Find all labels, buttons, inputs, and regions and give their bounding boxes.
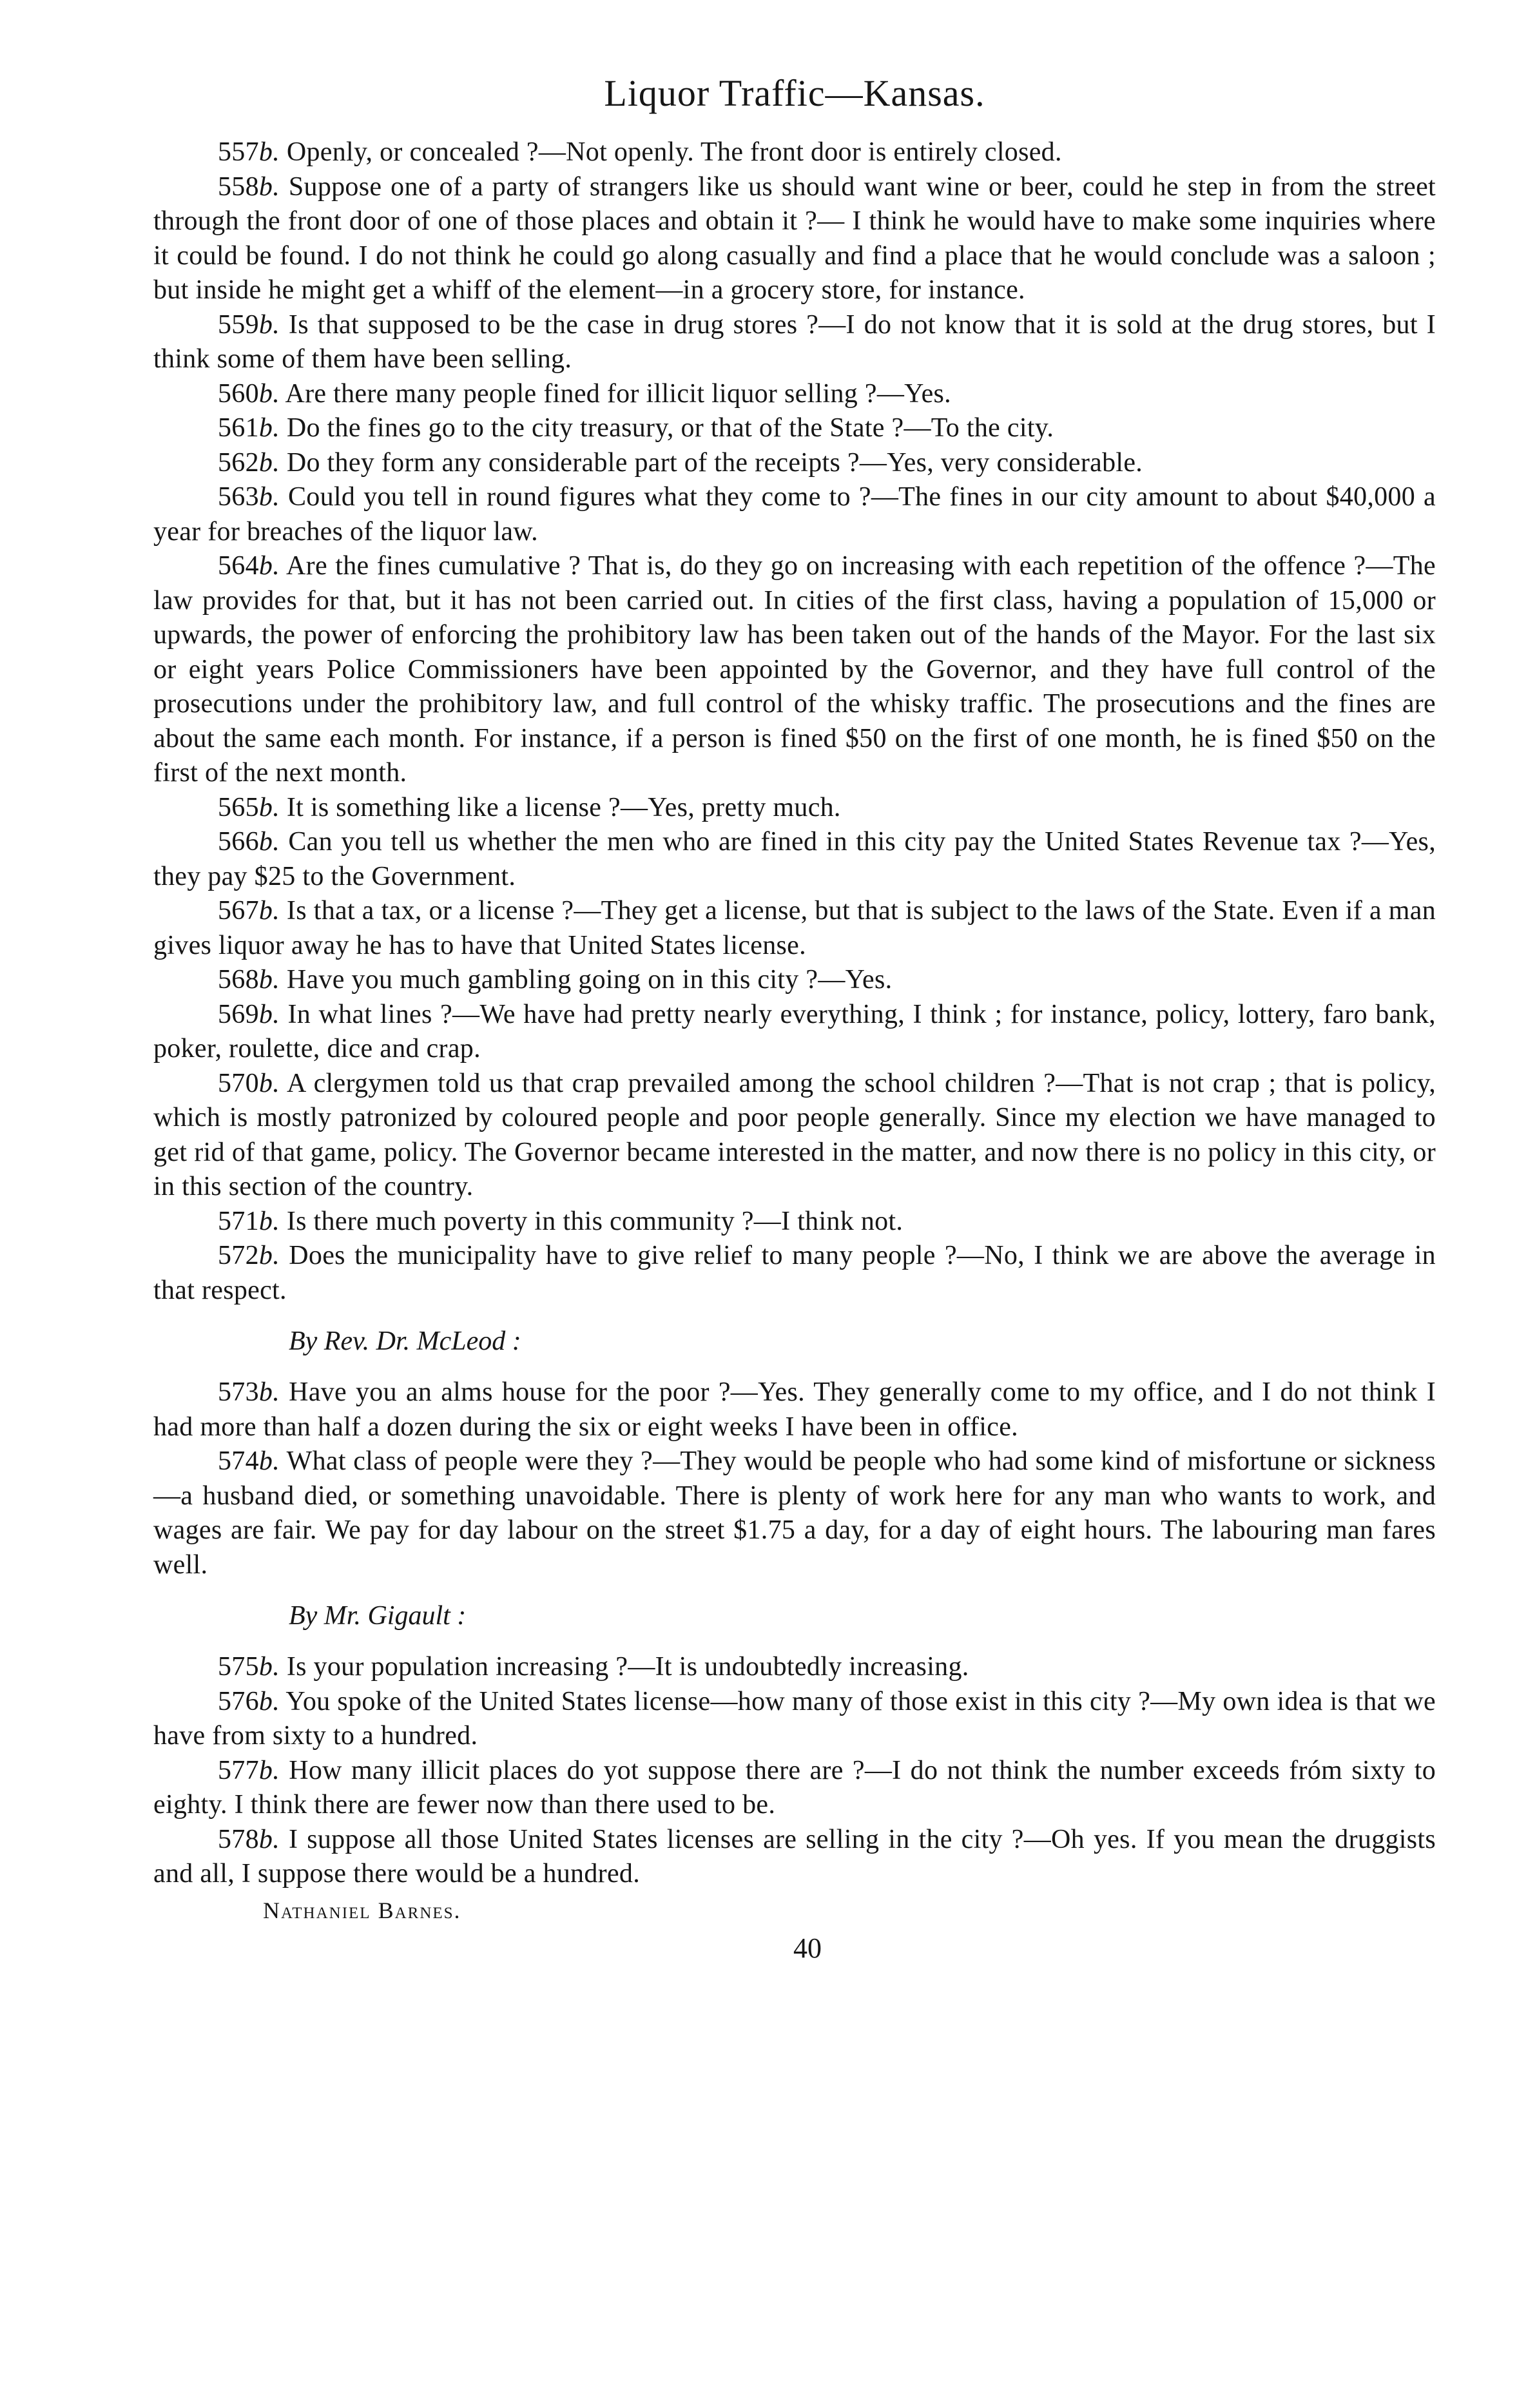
document-page bbox=[153, 71, 1436, 1966]
question-list-2 bbox=[153, 1375, 1436, 1582]
question-number: 559 bbox=[218, 309, 259, 340]
question-text: I suppose all those United States licenses are selling in the city ?—Oh yes. If you mean the druggists and all, I suppose there would be a hundred. bbox=[153, 1824, 1436, 1889]
question-paragraph bbox=[153, 1754, 1436, 1823]
question-number: 577 bbox=[218, 1755, 259, 1785]
question-text: Is your population increasing ?—It is undoubtedly increasing. bbox=[280, 1652, 969, 1682]
question-suffix: b. bbox=[258, 1755, 280, 1785]
question-number: 578 bbox=[218, 1824, 259, 1854]
question-paragraph bbox=[153, 377, 1436, 412]
question-number: 571 bbox=[218, 1206, 259, 1236]
question-paragraph bbox=[153, 825, 1436, 894]
question-suffix: b. bbox=[258, 309, 280, 340]
page-number: 40 bbox=[793, 1932, 822, 1964]
question-paragraph bbox=[153, 1685, 1436, 1754]
question-text: You spoke of the United States license—how many of those exist in this city ?—My own idea is that we have from sixty to a hundred. bbox=[153, 1686, 1436, 1751]
question-number: 572 bbox=[218, 1241, 259, 1270]
question-text: Can you tell us whether the men who are fined in this city pay the United States Revenue tax ?—Yes, they pay $25 to the Government. bbox=[153, 827, 1436, 891]
question-paragraph bbox=[153, 963, 1436, 998]
question-suffix: b. bbox=[258, 551, 280, 581]
question-suffix: b. bbox=[258, 1377, 280, 1407]
question-suffix: b. bbox=[258, 896, 280, 926]
question-number: 568 bbox=[218, 965, 259, 995]
question-number: 561 bbox=[218, 413, 259, 443]
question-text: Is that supposed to be the case in drug stores ?—I do not know that it is sold at the drug stores, but I think some of them have been selling. bbox=[153, 309, 1436, 374]
question-text: A clergymen told us that crap prevailed among the school children ?—That is not crap ; that is policy, which is mostly patronized by coloured people and poor people generally. Since my election we have managed to get rid of that game, policy. The Governor became interested in the matter, and now there is no policy in this city, or in this section of the country. bbox=[153, 1068, 1436, 1201]
question-text: Have you an alms house for the poor ?—Yes. They generally come to my office, and I do not think I had more than half a dozen during the six or eight weeks I have been in office. bbox=[153, 1377, 1436, 1442]
question-suffix: b. bbox=[258, 1652, 280, 1682]
question-suffix: b. bbox=[258, 1068, 280, 1098]
question-suffix: b. bbox=[258, 137, 280, 167]
question-suffix: b. bbox=[258, 1686, 280, 1716]
question-suffix: b. bbox=[258, 1206, 280, 1236]
question-text: Does the municipality have to give relief to many people ?—No, I think we are above the average in that respect. bbox=[153, 1241, 1436, 1305]
question-paragraph bbox=[153, 446, 1436, 481]
question-suffix: b. bbox=[258, 1446, 280, 1476]
question-paragraph bbox=[153, 791, 1436, 826]
question-suffix: b. bbox=[258, 1824, 280, 1854]
question-text: In what lines ?—We have had pretty nearly everything, I think ; for instance, policy, lottery, faro bank, poker, roulette, dice and crap. bbox=[153, 999, 1436, 1063]
question-number: 573 bbox=[218, 1377, 259, 1407]
question-paragraph bbox=[153, 1239, 1436, 1308]
question-suffix: b. bbox=[258, 447, 280, 478]
question-number: 560 bbox=[218, 378, 259, 409]
page-title: Liquor Traffic—Kansas. bbox=[604, 72, 985, 114]
question-text: Suppose one of a party of strangers like us should want wine or beer, could he step in from the street through the front door of one of those places and obtain it ?— I think he would have to make some inquiries where it could be found. I do not think he could go along casually and find a place that he would conclude was a saloon ; but inside he might get a whiff of the element—in a grocery store, for instance. bbox=[153, 171, 1436, 305]
question-paragraph bbox=[153, 411, 1436, 446]
question-number: 575 bbox=[218, 1652, 259, 1682]
question-suffix: b. bbox=[258, 171, 280, 202]
question-paragraph bbox=[153, 549, 1436, 791]
question-text: Openly, or concealed ?—Not openly. The front door is entirely closed. bbox=[280, 137, 1062, 167]
question-suffix: b. bbox=[258, 482, 280, 512]
question-number: 570 bbox=[218, 1068, 259, 1098]
question-number: 574 bbox=[218, 1446, 259, 1476]
question-paragraph bbox=[153, 1823, 1436, 1892]
question-number: 562 bbox=[218, 447, 259, 478]
section-heading-gigault: By Mr. Gigault : bbox=[289, 1601, 467, 1631]
question-paragraph bbox=[153, 170, 1436, 308]
question-text: Have you much gambling going on in this city ?—Yes. bbox=[280, 965, 893, 995]
question-suffix: b. bbox=[258, 792, 280, 822]
question-paragraph bbox=[153, 1444, 1436, 1582]
question-number: 558 bbox=[218, 171, 259, 202]
question-paragraph bbox=[153, 998, 1436, 1067]
question-suffix: b. bbox=[258, 1241, 280, 1270]
question-text: How many illicit places do yot suppose there are ?—I do not think the number exceeds fróm sixty to eighty. I think there are fewer now than there used to be. bbox=[153, 1755, 1436, 1820]
question-number: 563 bbox=[218, 482, 259, 512]
question-number: 566 bbox=[218, 827, 259, 857]
question-suffix: b. bbox=[258, 413, 280, 443]
question-text: Are the fines cumulative ? That is, do they go on increasing with each repetition of the offence ?—The law provides for that, but it has not been carried out. In cities of the first class, having a population of 15,000 or upwards, the power of enforcing the prohibitory law has been taken out of the hands of the Mayor. For the last six or eight years Police Commissioners have been appointed by the Governor, and they have full control of the prosecutions under the prohibitory law, and full control of the whisky traffic. The prosecutions and the fines are about the same each month. For instance, if a person is fined $50 on the first of one month, he is fined $50 on the first of the next month. bbox=[153, 551, 1436, 788]
question-text: What class of people were they ?—They would be people who had some kind of misfortune or sickness—a husband died, or something unavoidable. There is plenty of work here for any man who wants to work, and wages are fair. We pay for day labour on the street $1.75 a day, for a day of eight hours. The labouring man fares well. bbox=[153, 1446, 1436, 1580]
question-number: 565 bbox=[218, 792, 259, 822]
question-number: 567 bbox=[218, 896, 259, 926]
question-paragraph bbox=[153, 135, 1436, 170]
question-list-1 bbox=[153, 135, 1436, 1308]
question-paragraph bbox=[153, 1650, 1436, 1685]
question-paragraph bbox=[153, 1205, 1436, 1239]
question-number: 569 bbox=[218, 999, 259, 1029]
question-text: Could you tell in round figures what they come to ?—The fines in our city amount to about $40,000 a year for breaches of the liquor law. bbox=[153, 482, 1436, 547]
question-text: Is that a tax, or a license ?—They get a license, but that is subject to the laws of the State. Even if a man gives liquor away he has to have that United States license. bbox=[153, 896, 1436, 960]
question-paragraph bbox=[153, 308, 1436, 377]
question-paragraph bbox=[153, 1067, 1436, 1205]
section-heading-mcleod: By Rev. Dr. McLeod : bbox=[289, 1326, 521, 1356]
question-number: 557 bbox=[218, 137, 259, 167]
question-paragraph bbox=[153, 894, 1436, 963]
question-number: 576 bbox=[218, 1686, 259, 1716]
question-text: It is something like a license ?—Yes, pretty much. bbox=[280, 792, 841, 822]
question-text: Is there much poverty in this community ?—I think not. bbox=[280, 1206, 903, 1236]
question-suffix: b. bbox=[258, 999, 280, 1029]
question-number: 564 bbox=[218, 551, 259, 581]
witness-signature: Nathaniel Barnes. bbox=[263, 1897, 461, 1923]
question-suffix: b. bbox=[258, 827, 280, 857]
question-text: Are there many people fined for illicit liquor selling ?—Yes. bbox=[280, 378, 951, 409]
question-text: Do the fines go to the city treasury, or that of the State ?—To the city. bbox=[280, 413, 1054, 443]
question-text: Do they form any considerable part of the receipts ?—Yes, very considerable. bbox=[280, 447, 1143, 478]
question-paragraph bbox=[153, 480, 1436, 549]
question-suffix: b. bbox=[258, 965, 280, 995]
question-paragraph bbox=[153, 1375, 1436, 1444]
question-list-3 bbox=[153, 1650, 1436, 1892]
question-suffix: b. bbox=[258, 378, 280, 409]
